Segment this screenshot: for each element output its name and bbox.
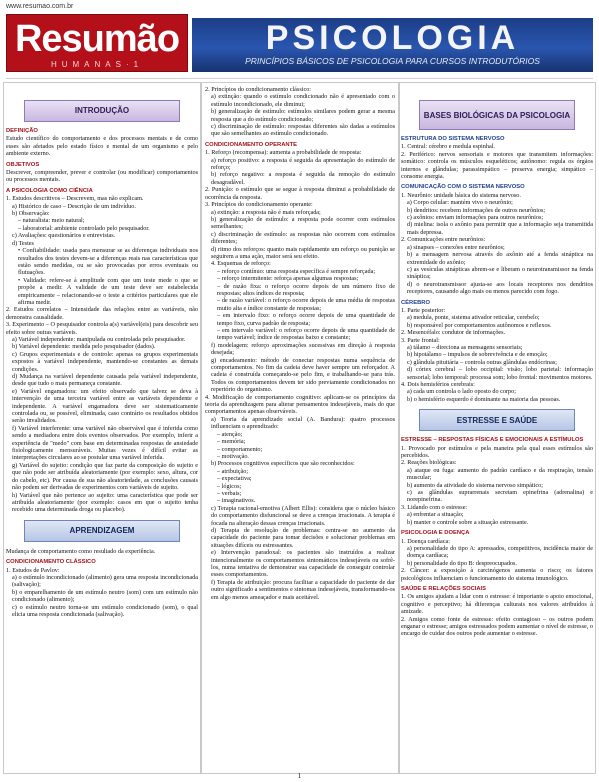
list-item: e) Variável engamadora: um efeito observado que talvez se deva à intervenção de uma terceira variável entre as variáveis dependente e independente. A variável engamadora deve ser sistematicamente controlada ou, se possível, eliminada, caso contrário os resultados obtidos serão invalidados. [12, 387, 198, 425]
list-item: d) mielina: isola o axônio para permitir que a informação seja transmitida mais depressa. [407, 221, 593, 236]
list-item: – motivação. [217, 452, 249, 460]
list-item: – em intervalo variável: o reforço ocorre depois de uma quantidade de tempo variável; índice de respostas baixo e constante; [217, 327, 395, 342]
list-item: – memória; [217, 438, 246, 446]
section-banner-introducao: INTRODUÇÃO [24, 100, 180, 122]
list-item: 2. Estudos correlatos – Intensidade das relações entre as variáveis, não demonstra causalidade. [6, 306, 198, 321]
section-heading: CONDICIONAMENTO CLÁSSICO [6, 559, 96, 566]
list-item: 1. Parte posterior: [401, 306, 446, 314]
list-item: – reforço intermitente: reforça apenas algumas respostas; [217, 275, 359, 283]
title-banner [192, 18, 593, 72]
list-item: b) generalização de estímulo: estímulos similares podem gerar a mesma resposta que a do estímulo condicionado; [211, 108, 395, 123]
paragraph: Descrever, compreender, prever e controlar (ou modificar) comportamentos ou processos mentais. [6, 169, 198, 184]
section-heading: A PSICOLOGIA COMO CIÊNCIA [6, 187, 93, 194]
list-item: – expectativa; [217, 475, 252, 483]
list-item: 4. Modificação de comportamento cognitivo: aplicam-se os princípios da teoria da aprendizagem para alterar pensamentos indesejáveis, mais do que comportamentos apenas observáveis. [205, 393, 395, 416]
list-item: c) discriminação de estímulo: respostas diferentes são dadas a estímulos que são semelhantes ao estímulo condicionado. [211, 123, 395, 138]
list-item: a) Corpo celular: mantém vivo o neurônio; [407, 199, 513, 207]
list-item: f) Terapia de atribuição: procura facilitar a capacidade do paciente de dar outro significado a sentimentos e sintomas indesejáveis, transformando-os em algo menos ameaçador e mais aceitável. [211, 578, 395, 601]
list-item: b) Observação: [12, 210, 50, 218]
list-item: b) a mensagem nervosa através do axônio até a fenda sináptica na extremidade do axônio; [407, 251, 593, 266]
list-item: a) sinapses – conexões entre neurônios; [407, 243, 505, 251]
list-item: – laboratorial: ambiente controlado pelo pesquisador. [18, 224, 150, 232]
list-item: d) Terapia de resolução de problemas: centra-se no aumento da capacidade do paciente para tomar decisões e solucionar problemas em situações difíceis ou estressantes. [211, 526, 395, 549]
list-item: a) enfrentar a situação; [407, 511, 464, 519]
list-item: – comportamento; [217, 445, 263, 453]
list-item: – imaginativos. [217, 497, 256, 505]
list-item: 2. Mesencéfalo: condutor de informações. [401, 329, 506, 337]
list-item: – de razão fixa: o reforço ocorre depois de um número fixo de respostas; altos índices de resposta; [217, 282, 395, 297]
list-item: f) modelagem: reforço aproximações sucessivas em direção à resposta desejada; [211, 341, 395, 357]
list-item: b) o hemisfério esquerdo é dominante na maioria das pessoas. [407, 395, 561, 403]
section-heading: PSICOLOGIA E DOENÇA [401, 530, 470, 537]
list-item: • Validade: refere-se à amplitude com que um teste mede o que se propõe a medir. A validade de um teste deve ser estabelecida empiricamente – relacionando-se o teste a critérios particulares que ele afirma medir. [18, 276, 198, 306]
list-item: c) as vesículas sinápticas abrem-se e liberam o neurotransmissor na fenda sináptica; [407, 265, 593, 281]
list-item: g) Variável do sujeito: condição que faz parte da composição do sujeito e que não pode ser atribuída aleatoriamente (por exemplo: sexo, altura, cor do cabelo, etc). Por causa de sua não aleatoriedade, as conclusões causais não podem ser derivadas de experimentos com variáveis de sujeito. [12, 461, 198, 492]
list-item: c) o estímulo neutro torna-se um estímulo condicionado (som), o qual elicia uma resposta condicionada (salivação). [12, 603, 198, 618]
column-1 [6, 100, 198, 772]
list-item: d) Mudança na variável dependente causada pela variável independente, desde que tudo o mais permaneça constante. [12, 373, 198, 388]
list-item: a) medula, ponte, sistema ativador reticular, cerebelo; [407, 314, 540, 322]
list-item: 3. Experimento – O pesquisador controla a(s) variável(eis) para descobrir seu efeito sobre outras variáveis. [6, 321, 198, 336]
paragraph: Estudo científico do comportamento e dos processos mentais e de como esses são afetados pelo estado físico e mental de um organismo e pelo ambiente externo. [6, 135, 198, 158]
list-item: b) generalização de estímulo: a resposta pode ocorrer com estímulos semelhantes; [211, 215, 395, 231]
column-3 [401, 100, 593, 772]
list-item: 3. Lidando com o estresse: [401, 503, 468, 511]
list-item: 3. Princípios do condicionamento operante: [205, 201, 313, 209]
header [0, 0, 599, 75]
list-item: h) Variável que não pertence ao sujeito: uma característica que pode ser atribuída aleatoriamente (por exemplo: casos em que o sujeito tenha recebido uma determinada droga ou placebo). [12, 491, 198, 514]
list-item: a) ataque ou fuga: aumento do padrão cardíaco e da respiração, tensão muscular; [407, 466, 593, 482]
list-item: b) aumento da atividade do sistema nervoso simpático; [407, 481, 543, 489]
list-item: 2. Reações biológicas: [401, 459, 457, 467]
list-item: 3. Parte frontal: [401, 336, 440, 344]
list-item: a) reforço positivo: a resposta é seguida da apresentação do estímulo de reforço; [211, 156, 395, 172]
list-item: 2. Periférico: nervos sensoriais e motores que transmitem informações: somático: controla os músculos esqueléticos; autônomo: regula os órgãos internos e glândulas; parassimpático – preserva energia; simpático – consome energia. [401, 150, 593, 181]
section-heading: OBJETIVOS [6, 161, 40, 168]
list-item: b) reforço negativo: a resposta é seguida da remoção do estímulo desagradável. [211, 171, 395, 186]
list-item: b) Processos cognitivos específicos que são reconhecidos: [211, 460, 355, 468]
section-heading: ESTRUTURA DO SISTEMA NERVOSO [401, 136, 505, 142]
list-item: 2. Princípios do condicionamento clássico: [205, 86, 312, 93]
list-item: 2. Punição: o estímulo que se segue à resposta diminui a probabilidade de ocorrência da resposta. [205, 186, 395, 201]
list-item: c) axônios: enviam informações para outros neurônios; [407, 214, 544, 222]
list-item: – de razão variável: o reforço ocorre depois de uma média de respostas muito alta e índice constante de respostas; [217, 297, 395, 312]
section-heading: DEFINIÇÃO [6, 128, 38, 134]
list-item: 1. Neurônio: unidade básica do sistema nervoso. [401, 191, 521, 199]
list-item: b) hipotálamo – impulsos de sobrevivência e de emoção; [407, 351, 548, 359]
list-item: – atribuição; [217, 467, 249, 475]
section-heading: ESTRESSE – RESPOSTAS FÍSICAS E EMOCIONAIS A ESTÍMULOS [401, 437, 584, 444]
list-item: • Confiabilidade: usada para mensurar se as diferenças individuais nos resultados dos testes devem-se a diferenças reais nas características que estão sendo medidas, ou se são provocadas por erros eventuais ou flutuações. [18, 247, 198, 277]
list-item: d) córtex cerebral – lobo occipital: visão; lobo parietal: informação sensorial; lobo temporal: processa som; lobo frontal: movimentos motores. [407, 366, 593, 381]
header-divider [6, 78, 593, 79]
list-item: 1. Reforço (recompensa): aumenta a probabilidade de resposta: [205, 149, 362, 157]
list-item: b) manter o controle sobre a situação estressante. [407, 518, 529, 526]
list-item: a) o estímulo incondicionado (alimento) gera uma resposta incondicionada (salivação); [12, 573, 198, 589]
list-item: b) responsável por comportamentos autônomos e reflexos. [407, 321, 552, 329]
list-item: b) Variável dependente: medida pelo pesquisador (dados). [12, 343, 156, 351]
list-item: a) extinção: quando o estímulo condicionado não é apresentado com o estímulo incondicionado, ele diminui; [211, 93, 395, 108]
page-subtitle: PRINCÍPIOS BÁSICOS DE PSICOLOGIA PARA CURSOS INTRODUTÓRIOS [245, 56, 540, 66]
list-item: 1. Os amigos ajudam a lidar com o estresse: é importante o apoio emocional, cognitivo e perceptivo; há diferenças culturais nos valores atribuídos à amizade. [401, 593, 593, 616]
list-item: – reforço contínuo: uma resposta específica é sempre reforçada; [217, 267, 376, 275]
list-item: 1. Provocado por estímulos e pela maneira pela qual esses estímulos são percebidos. [401, 444, 593, 460]
list-item: c) glândula pituitária – controla outras glândulas endócrinas; [407, 358, 557, 366]
list-item: c) Terapia racional-emotiva (Albert Ellis): considera que o núcleo básico do comportamento disfuncional se deve a crenças irracionais. A terapia é focada na alteração dessas crenças irracionais. [211, 504, 395, 527]
section-heading: COMUNICAÇÃO COM O SISTEMA NERVOSO [401, 184, 525, 191]
list-item: – naturalista: meio natural; [18, 217, 85, 225]
list-item: a) cada um controla o lado oposto do corpo; [407, 388, 516, 396]
list-item: 2. Comunicações entre neurônios: [401, 236, 486, 244]
list-item: a) Teoria da aprendizado social (A. Bandura): quatro processos influenciam o aprendizado: [211, 415, 395, 431]
section-banner-aprendizagem: APRENDIZAGEM [24, 520, 180, 542]
section-banner-estresse-saude: ESTRESSE E SAÚDE [419, 409, 575, 431]
list-item: a) personalidade do tipo A: apressados, competitivos, incidência maior de doença cardíaca; [407, 544, 593, 560]
list-item: a) tálamo – direciona as mensagens sensoriais; [407, 343, 523, 351]
list-item: c) as glândulas suprarrenais secretam epinefrina (adrenalina) e norepinefrina. [407, 489, 593, 504]
list-item: 1. Central: cérebro e medula espinhal. [401, 143, 495, 151]
list-item: c) Avaliações: questionários e entrevistas. [12, 232, 116, 240]
brand-subtitle: HUMANAS·1 [50, 60, 144, 69]
page-number: 1 [297, 772, 302, 780]
section-banner-bases-biologicas: BASES BIOLÓGICAS DA PSICOLOGIA [419, 100, 575, 130]
list-item: 1. Estudos de Pavlov: [6, 566, 60, 574]
brand-name: Resumão [14, 18, 180, 60]
site-url[interactable]: www.resumao.com.br [6, 3, 74, 10]
list-item: a) Variável independente: manipulada ou controlada pelo pesquisador. [12, 335, 186, 343]
list-item: – em intervalo fixo: o reforço ocorre depois de uma quantidade de tempo fixo, curva padrão de resposta; [217, 312, 395, 327]
list-item: b) o emparelhamento de um estímulo neutro (som) com um estímulo não condicionado (alimento); [12, 588, 198, 604]
list-item: 2. Câncer: a exposição à carcinógenos aumenta o risco; os fatores psicológicos influenciam o funcionamento do sistema imunológico. [401, 567, 593, 582]
list-item: g) encadeamento: método de conectar respostas numa sequência de comportamentos. No fim da cadeia deve haver sempre um reforçador. A cadeia é construída começando-se pelo fim, e trabalhando-se para trás. Todos os comportamentos devem ter sido previamente condicionados no repertório do organismo. [211, 356, 395, 394]
list-item: c) Grupos experimentais e de controle: apenas os grupos experimentais expostos à variável independente, mantendo-se constantes as demais condições. [12, 350, 198, 373]
list-item: d) Testes [12, 239, 34, 247]
paragraph: Mudança de comportamento como resultado da experiência. [6, 547, 156, 555]
column-2 [205, 86, 395, 772]
list-item: 1. Estudos descritivos – Descrevem, mas não explicam. [6, 195, 144, 203]
page-title: PSICOLOGIA [265, 19, 520, 57]
list-item: 2. Amigos como fonte de estresse: efeito contagioso – os outros podem enganar o estresse; amigos estressados podem aumentar o nível de estresse, o encargo de cuidar dos outros pode aumentar o estresse. [401, 615, 593, 638]
list-item: b) dendritos: recebem informações de outros neurônios; [407, 206, 546, 214]
brand-logo [6, 14, 188, 72]
list-item: a) Histórico de caso – Descrição de um indivíduo. [12, 202, 136, 210]
section-heading: SAÚDE E RELAÇÕES SOCIAIS [401, 585, 487, 592]
list-item: f) Variável interferente: uma variável não observável que é inferida como sendo a mediadora entre dois eventos observados. Por exemplo, inferir a experiência de "medo" com base em determinadas respostas de ansiedade fisiologicamente mensuráveis. Muitas vezes é difícil evitar as interpretações circulares ao se postular uma variável inferida. [12, 424, 198, 462]
section-heading: CONDICIONAMENTO OPERANTE [205, 141, 298, 148]
list-item: 4. Esquemas de reforço: [211, 260, 271, 268]
section-heading: CÉREBRO [401, 299, 430, 306]
list-item: d) o neurotransmissor ajusta-se aos locais receptores nos dendritos receptores, causando algo mais ou menos parecido com fogo. [407, 280, 593, 296]
list-item: c) discriminação de estímulo: as respostas não ocorrem com estímulos diferentes; [211, 230, 395, 246]
list-item: 4. Dois hemisférios cerebrais: [401, 381, 475, 388]
list-item: b) personalidade do tipo B: despreocupados. [407, 559, 517, 567]
list-item: d) ritmo dos reforços: quanto mais rapidamente um reforço ou punição se seguirem a uma ação, maior será seu efeito. [211, 245, 395, 260]
list-item: e) Intervenção paradoxal: os pacientes são instruídos a realizar intencionalmente os comportamentos sintomáticos indesejáveis ou sofrê-los, numa tentativa de demonstrar sua capacidade de conseguir controlar esses comportamentos. [211, 549, 395, 579]
list-item: a) extinção: a resposta não é mais reforçada; [211, 208, 321, 216]
list-item: – verbais; [217, 489, 242, 497]
list-item: – atenção; [217, 430, 243, 438]
list-item: – lógicos; [217, 482, 242, 490]
list-item: 1. Doença cardíaca: [401, 537, 450, 545]
